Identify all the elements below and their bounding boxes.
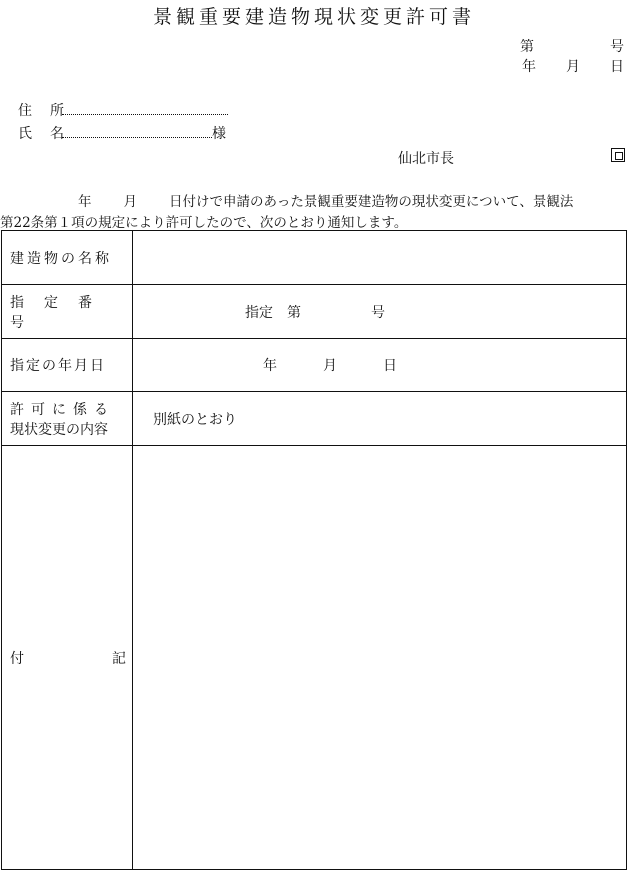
row-change-content: [2, 392, 627, 446]
name-row: [18, 123, 226, 143]
address-label: 住 所: [18, 103, 66, 119]
number-suffix: 号: [610, 39, 624, 55]
row-building-name: [2, 231, 627, 285]
row-notes: [2, 446, 627, 870]
issue-date: [522, 56, 624, 76]
body-line-1-rest: 日付けで申請のあった景観重要建造物の現状変更について、景観法: [169, 194, 574, 210]
document-title: 景観重要建造物現状変更許可書: [152, 6, 475, 28]
address-dotted-line: [62, 102, 228, 115]
notes-label: 付 記: [2, 446, 133, 870]
number-prefix: 第: [520, 39, 534, 55]
honorific: 様: [212, 126, 226, 142]
seal-icon: [611, 148, 625, 162]
building-name-label: 建造物の名称: [2, 231, 133, 285]
body-month: 月: [123, 194, 137, 210]
row-designation-date: [2, 339, 627, 392]
name-dotted-line: [62, 125, 212, 138]
row-designation-number: [2, 285, 627, 339]
issuer-name: 仙北市長: [398, 151, 454, 167]
change-content-value: 別紙のとおり: [133, 392, 627, 446]
designation-number-value: 指定 第 号: [133, 285, 627, 339]
permit-details-table: [1, 230, 627, 870]
notes-value: [133, 446, 627, 870]
body-line-1: [0, 190, 628, 210]
building-name-value: [133, 231, 627, 285]
name-label: 氏 名: [18, 126, 66, 142]
issue-date-month: 月: [566, 59, 580, 75]
address-row: [18, 100, 228, 120]
designation-number-label: 指定番号: [2, 285, 133, 339]
designation-date-value: 年 月 日: [133, 339, 627, 392]
issue-date-year: 年: [522, 59, 536, 75]
designation-date-label: 指定の年月日: [2, 339, 133, 392]
change-content-label: 許可に係る 現状変更の内容: [2, 392, 133, 446]
body-line-2: 第22条第１項の規定により許可したので、次のとおり通知します。: [0, 215, 408, 231]
body-year: 年: [78, 194, 92, 210]
issue-date-day: 日: [610, 59, 624, 75]
document-number: [520, 36, 624, 56]
